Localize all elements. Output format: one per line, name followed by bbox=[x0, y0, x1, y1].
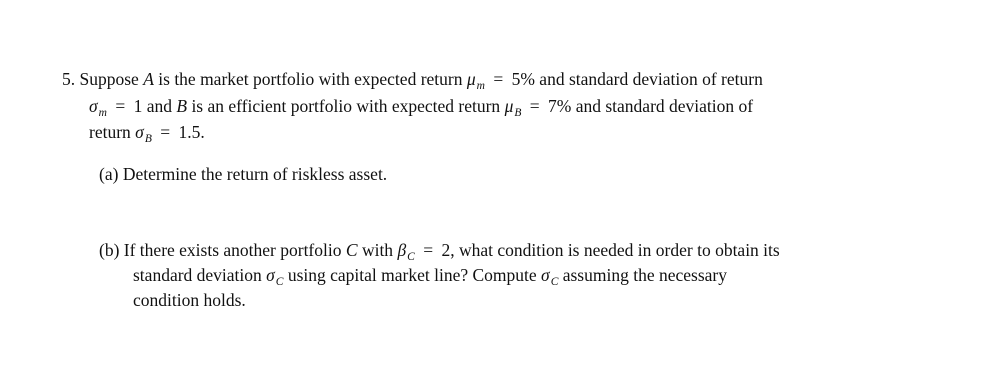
value-1: 1 bbox=[133, 96, 143, 116]
equals-sign: = bbox=[493, 69, 504, 89]
variable-A: A bbox=[143, 69, 154, 89]
text-fragment: and standard deviation of bbox=[575, 96, 754, 116]
part-a-text: Determine the return of riskless asset. bbox=[122, 164, 388, 184]
subscript-C: C bbox=[550, 276, 559, 288]
text-fragment: Suppose bbox=[79, 69, 139, 89]
subscript-B: B bbox=[514, 107, 522, 119]
text-fragment: is an efficient portfolio with expected return bbox=[191, 96, 501, 116]
part-b-line-2 bbox=[133, 264, 727, 289]
value-1-5: 1.5. bbox=[178, 122, 205, 142]
part-b-line-3 bbox=[133, 289, 246, 311]
text-fragment: is the market portfolio with expected return bbox=[158, 69, 463, 89]
value-5-percent: 5% bbox=[511, 69, 535, 89]
text-fragment: condition holds. bbox=[133, 290, 246, 310]
equals-sign: = bbox=[160, 122, 171, 142]
text-fragment: If there exists another portfolio bbox=[123, 240, 342, 260]
subscript-m: m bbox=[476, 80, 485, 92]
equals-sign: = bbox=[115, 96, 126, 116]
symbol-mu: μ bbox=[504, 96, 514, 116]
text-fragment: and bbox=[146, 96, 172, 116]
subscript-C: C bbox=[275, 276, 284, 288]
variable-B: B bbox=[176, 96, 188, 116]
variable-C: C bbox=[345, 240, 358, 260]
problem-line-3 bbox=[89, 121, 205, 146]
text-fragment: assuming the necessary bbox=[562, 265, 727, 285]
symbol-sigma: σ bbox=[89, 96, 98, 116]
subscript-m: m bbox=[98, 107, 107, 119]
part-a bbox=[99, 163, 387, 185]
value-7-percent: 7% bbox=[548, 96, 572, 116]
text-fragment: and standard deviation of return bbox=[539, 69, 763, 89]
symbol-sigma: σ bbox=[541, 265, 550, 285]
subscript-C: C bbox=[407, 251, 415, 263]
problem-line-2 bbox=[89, 95, 753, 120]
text-fragment: standard deviation bbox=[133, 265, 262, 285]
text-fragment: using capital market line? Compute bbox=[287, 265, 537, 285]
subscript-B: B bbox=[144, 133, 152, 145]
value-2: 2, bbox=[441, 240, 455, 260]
part-b-label: (b) bbox=[99, 240, 120, 260]
symbol-beta: β bbox=[397, 240, 407, 260]
problem-number: 5. bbox=[62, 69, 76, 89]
symbol-sigma: σ bbox=[266, 265, 275, 285]
part-b-line-1 bbox=[99, 239, 780, 264]
symbol-mu: μ bbox=[466, 69, 476, 89]
text-fragment: with bbox=[361, 240, 394, 260]
symbol-sigma: σ bbox=[135, 122, 144, 142]
problem-line-1 bbox=[62, 68, 763, 93]
part-a-label: (a) bbox=[99, 164, 119, 184]
equals-sign: = bbox=[423, 240, 434, 260]
equals-sign: = bbox=[529, 96, 540, 116]
text-fragment: what condition is needed in order to obtain its bbox=[458, 240, 780, 260]
text-fragment: return bbox=[89, 122, 131, 142]
